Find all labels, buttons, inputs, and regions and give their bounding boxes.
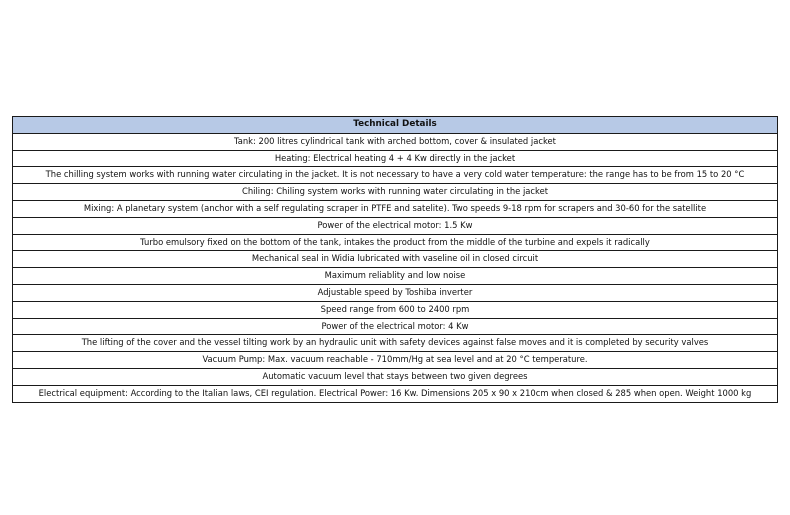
table-row (13, 251, 778, 268)
table-cell: The chilling system works with running water circulating in the jacket. It is not necessary to have a very cold water temperature: the range has to be from 15 to 20 °C (13, 167, 778, 184)
table-header-cell: Technical Details (13, 117, 778, 134)
table-cell: Turbo emulsory fixed on the bottom of the tank, intakes the product from the middle of the turbine and expels it radically (13, 234, 778, 251)
table-cell: Vacuum Pump: Max. vacuum reachable - 710mm/Hg at sea level and at 20 °C temperature. (13, 352, 778, 369)
table-row (13, 167, 778, 184)
table-cell: Maximum reliablity and low noise (13, 268, 778, 285)
table-cell: Mixing: A planetary system (anchor with a self regulating scraper in PTFE and satelite). Two speeds 9-18 rpm for scrapers and 30-60 for the satellite (13, 200, 778, 217)
table-cell: Speed range from 600 to 2400 rpm (13, 301, 778, 318)
table-row (13, 335, 778, 352)
table-row (13, 301, 778, 318)
table-cell: Electrical equipment: According to the Italian laws, CEI regulation. Electrical Power: 16 Kw. Dimensions 205 x 90 x 210cm when closed & 285 when open. Weight 1000 kg (13, 385, 778, 402)
table-cell: The lifting of the cover and the vessel tilting work by an hydraulic unit with safety devices against false moves and it is completed by security valves (13, 335, 778, 352)
table-row (13, 352, 778, 369)
table-cell: Chiling: Chiling system works with running water circulating in the jacket (13, 184, 778, 201)
table-row (13, 385, 778, 402)
table-cell: Automatic vacuum level that stays between two given degrees (13, 368, 778, 385)
technical-details-table (12, 116, 778, 403)
table-cell: Power of the electrical motor: 4 Kw (13, 318, 778, 335)
table-cell: Adjustable speed by Toshiba inverter (13, 284, 778, 301)
table-row (13, 217, 778, 234)
table-cell: Power of the electrical motor: 1.5 Kw (13, 217, 778, 234)
table-cell: Mechanical seal in Widia lubricated with vaseline oil in closed circuit (13, 251, 778, 268)
table-row (13, 234, 778, 251)
table-row (13, 318, 778, 335)
table-row (13, 150, 778, 167)
table-cell: Heating: Electrical heating 4 + 4 Kw directly in the jacket (13, 150, 778, 167)
table-row (13, 200, 778, 217)
table-header-row (13, 117, 778, 134)
table-cell: Tank: 200 litres cylindrical tank with arched bottom, cover & insulated jacket (13, 133, 778, 150)
table-row (13, 368, 778, 385)
table-row (13, 284, 778, 301)
table-row (13, 133, 778, 150)
table-row (13, 268, 778, 285)
table-row (13, 184, 778, 201)
